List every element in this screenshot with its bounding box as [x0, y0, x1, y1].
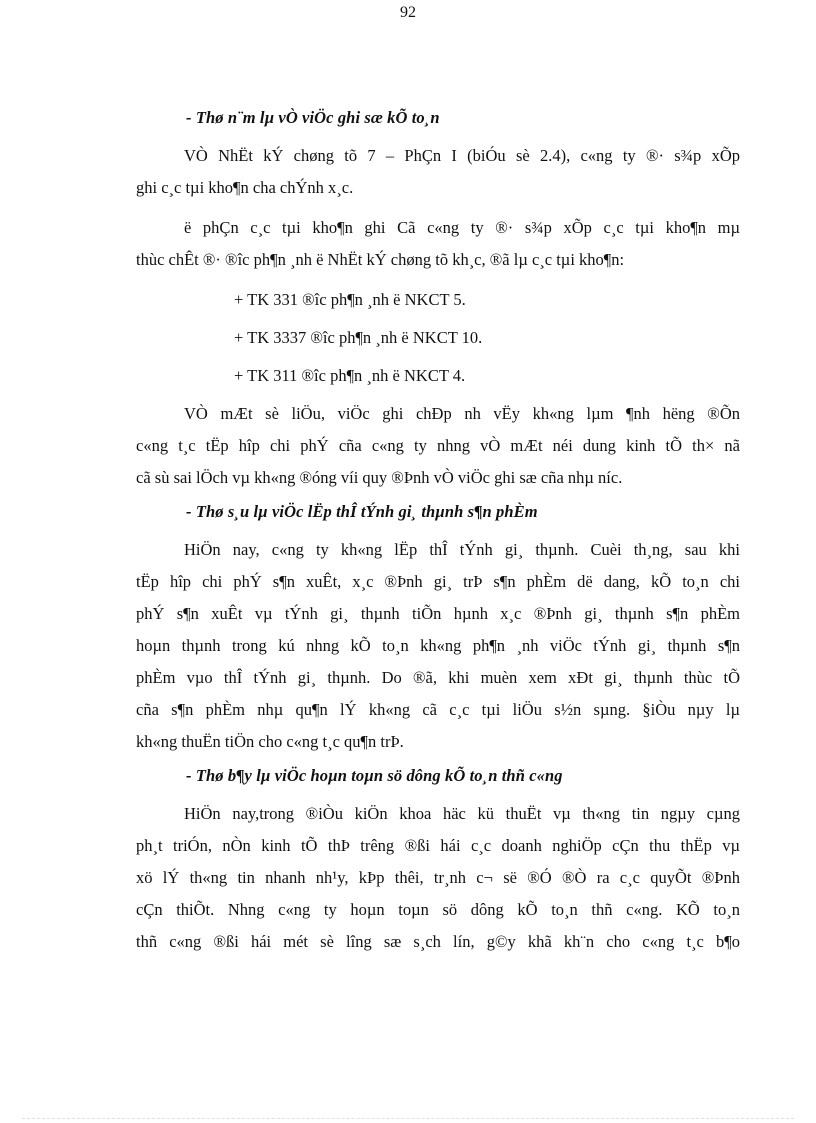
text-line: thñ c«ng ®ßi hái mét sè lîng sæ s¸ch lín, g©y khã kh¨n cho c«ng t¸c b¶o [136, 932, 740, 951]
text-line: phÝ s¶n xuÊt vµ tÝnh gi¸ thµnh tiÕn hµnh x¸c ®Þnh gi¸ thµnh s¶n phÈm [136, 604, 740, 623]
text-line: VÒ mÆt sè liÖu, viÖc ghi chÐp nh vËy kh«ng lµm ¶nh hëng ®Õn [184, 404, 740, 423]
text-line: ghi c¸c tµi kho¶n cha chÝnh x¸c. [136, 178, 354, 197]
text-line: c«ng t¸c tËp hîp chi phÝ cña c«ng ty nhng vÒ mÆt néi dung kinh tÕ th× nã [136, 436, 740, 455]
section-heading: - Thø b¶y lµ viÖc hoµn toµn sö dông kÕ to¸n thñ c«ng [186, 766, 563, 785]
text-line: VÒ NhËt kÝ chøng tõ 7 – PhÇn I (biÓu sè 2.4), c«ng ty ®· s¾p xÕp [184, 146, 740, 165]
paragraph [136, 212, 740, 276]
list-item: + TK 331 ®îc ph¶n ¸nh ë NKCT 5. [234, 290, 466, 309]
list-item: + TK 3337 ®îc ph¶n ¸nh ë NKCT 10. [234, 328, 483, 347]
text-line: cã sù sai lÖch vµ kh«ng ®óng víi quy ®Þnh vÒ viÖc ghi sæ cña nhµ níc. [136, 468, 623, 487]
section-ke-toan-thu-cong [136, 766, 740, 958]
text-line: hoµn thµnh trong kú nhng kÕ to¸n kh«ng ph¶n ¸nh viÖc tÝnh gi¸ thµnh s¶n [136, 636, 740, 655]
text-line: xö lÝ th«ng tin nhanh nh¹y, kÞp thêi, tr¸nh c¬ së ®Ó ®Ò ra c¸c quyÕt ®Þnh [136, 868, 740, 887]
section-heading: - Thø n¨m lµ vÒ viÖc ghi sæ kÕ to¸n [186, 108, 440, 127]
text-line: kh«ng thuËn tiÖn cho c«ng t¸c qu¶n trÞ. [136, 732, 404, 751]
paragraph [136, 140, 740, 204]
text-line: cÇn thiÕt. Nhng c«ng ty hoµn toµn sö dông kÕ to¸n thñ c«ng. KÕ to¸n [136, 900, 740, 919]
paragraph [136, 398, 740, 494]
section-the-tinh-gia-thanh [136, 502, 740, 758]
text-line: HiÖn nay, c«ng ty kh«ng lËp thÎ tÝnh gi¸ thµnh. Cuèi th¸ng, sau khi [184, 540, 740, 559]
paragraph [136, 534, 740, 758]
list-item: + TK 311 ®îc ph¶n ¸nh ë NKCT 4. [234, 366, 466, 385]
text-line: thùc chÊt ®· ®îc ph¶n ¸nh ë NhËt kÝ chøng tõ kh¸c, ®ã lµ c¸c tµi kho¶n: [136, 250, 625, 269]
section-heading: - Thø s¸u lµ viÖc lËp thÎ tÝnh gi¸ thµnh s¶n phÈm [186, 502, 538, 521]
text-line: ë phÇn c¸c tµi kho¶n ghi Cã c«ng ty ®· s¾p xÕp c¸c tµi kho¶n mµ [184, 218, 740, 237]
text-line: cña s¶n phÈm nhµ qu¶n lÝ kh«ng cã c¸c tµi liÖu s½n sµng. §iÒu nµy lµ [136, 700, 740, 719]
text-line: HiÖn nay,trong ®iÒu kiÖn khoa häc kü thuËt vµ th«ng tin ngµy cµng [184, 804, 740, 823]
section-ghi-so [136, 108, 740, 494]
page-bottom-rule [22, 1118, 794, 1119]
text-line: phÈm vµo thÎ tÝnh gi¸ thµnh. Do ®ã, khi muèn xem xÐt gi¸ thµnh thùc tÕ [136, 668, 740, 687]
text-line: ph¸t triÓn, nÒn kinh tÕ thÞ trêng ®ßi hái c¸c doanh nghiÖp cÇn thu thËp vµ [136, 836, 740, 855]
page-number: 92 [400, 4, 416, 21]
paragraph [136, 798, 740, 958]
text-line: tËp hîp chi phÝ s¶n xuÊt, x¸c ®Þnh gi¸ trÞ s¶n phÈm dë dang, kÕ to¸n chi [136, 572, 740, 591]
document-body [136, 108, 740, 966]
